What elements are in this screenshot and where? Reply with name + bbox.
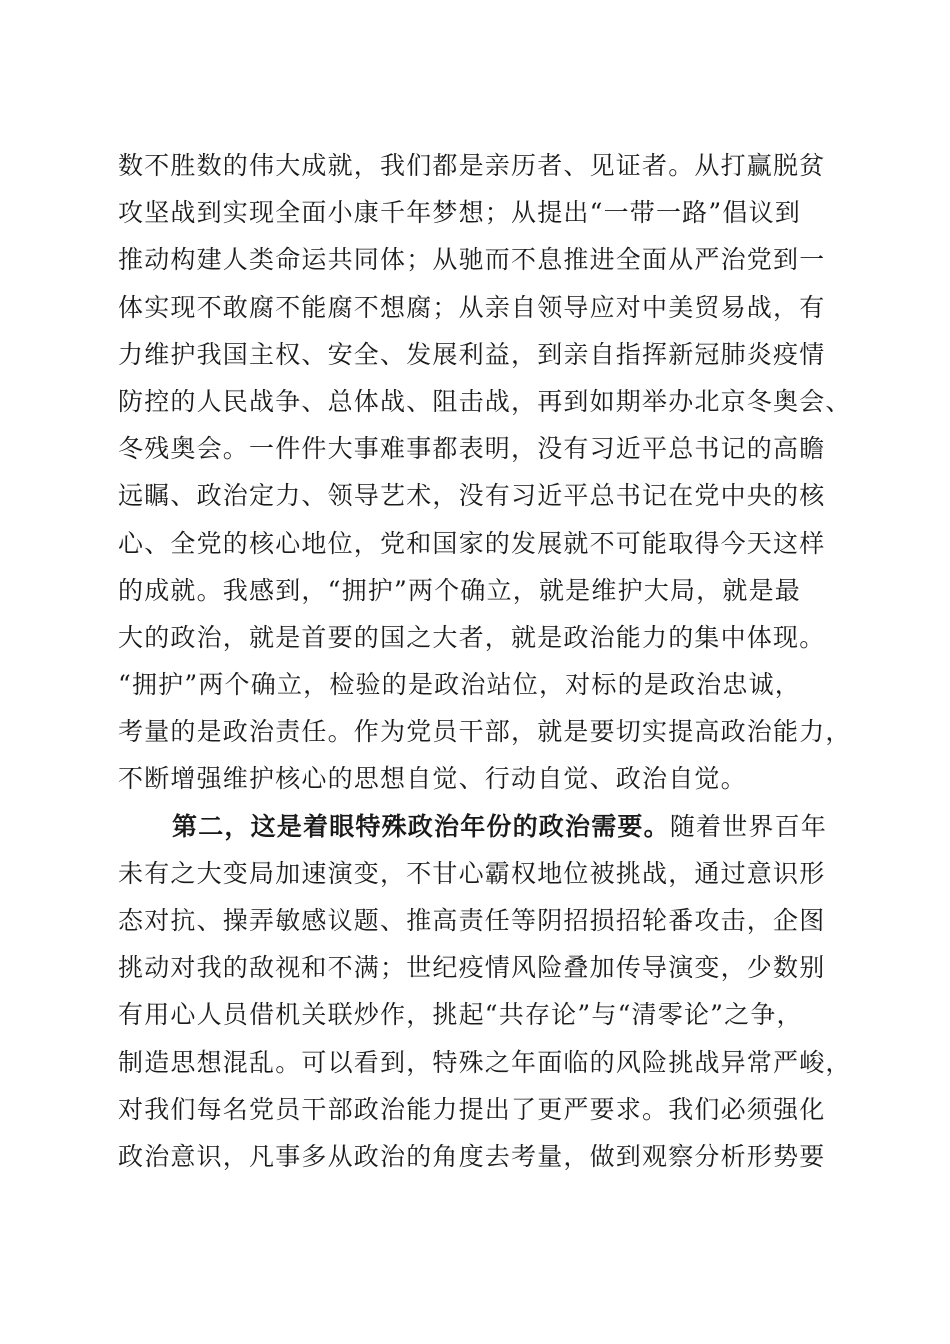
body-text <box>118 142 852 1180</box>
text-line: 有用心人员借机关联炒作，挑起“共存论”与“清零论”之争， <box>118 1000 803 1030</box>
text-line: 政治意识，凡事多从政治的角度去考量，做到观察分析形势要 <box>118 1141 826 1171</box>
text-line: 大的政治，就是首要的国之大者，就是政治能力的集中体现。 <box>118 622 826 652</box>
text-line: 态对抗、操弄敏感议题、推高责任等阴招损招轮番攻击，企图 <box>118 906 826 935</box>
first-line-rest: 随着世界百年 <box>669 811 828 841</box>
text-line: “拥护”两个确立，检验的是政治站位，对标的是政治忠诚， <box>118 670 801 700</box>
text-line: 冬残奥会。一件件大事难事都表明，没有习近平总书记的高瞻 <box>118 434 826 464</box>
text-line: 心、全党的核心地位，党和国家的发展就不可能取得今天这样 <box>118 528 826 558</box>
text-line: 考量的是政治责任。作为党员干部，就是要切实提高政治能力， <box>118 717 852 747</box>
text-line: 攻坚战到实现全面小康千年梦想；从提出“一带一路”倡议到 <box>118 198 801 228</box>
text-line: 远瞩、政治定力、领导艺术，没有习近平总书记在党中央的核 <box>118 481 826 511</box>
text-line: 对我们每名党员干部政治能力提出了更严要求。我们必须强化 <box>118 1094 826 1124</box>
paragraph-first-line <box>118 803 838 850</box>
text-line: 制造思想混乱。可以看到，特殊之年面临的风险挑战异常严峻， <box>118 1047 852 1077</box>
text-line: 未有之大变局加速演变，不甘心霸权地位被挑战，通过意识形 <box>118 858 826 888</box>
text-line: 体实现不敢腐不能腐不想腐；从亲自领导应对中美贸易战，有 <box>118 292 826 322</box>
text-line: 防控的人民战争、总体战、阻击战，再到如期举办北京冬奥会、 <box>118 386 852 416</box>
paragraph-2 <box>118 803 852 1181</box>
paragraph-1 <box>118 142 852 803</box>
text-line: 推动构建人类命运共同体；从驰而不息推进全面从严治党到一 <box>118 245 826 275</box>
text-line: 的成就。我感到，“拥护”两个确立，就是维护大局，就是最 <box>118 575 801 605</box>
text-line: 力维护我国主权、安全、发展利益，到亲自指挥新冠肺炎疫情 <box>118 339 826 369</box>
section-heading: 第二，这是着眼特殊政治年份的政治需要。 <box>172 811 670 841</box>
text-line: 不断增强维护核心的思想自觉、行动自觉、政治自觉。 <box>118 764 747 794</box>
text-line: 数不胜数的伟大成就，我们都是亲历者、见证者。从打赢脱贫 <box>118 151 826 180</box>
text-line: 挑动对我的敌视和不满；世纪疫情风险叠加传导演变，少数别 <box>118 953 826 983</box>
